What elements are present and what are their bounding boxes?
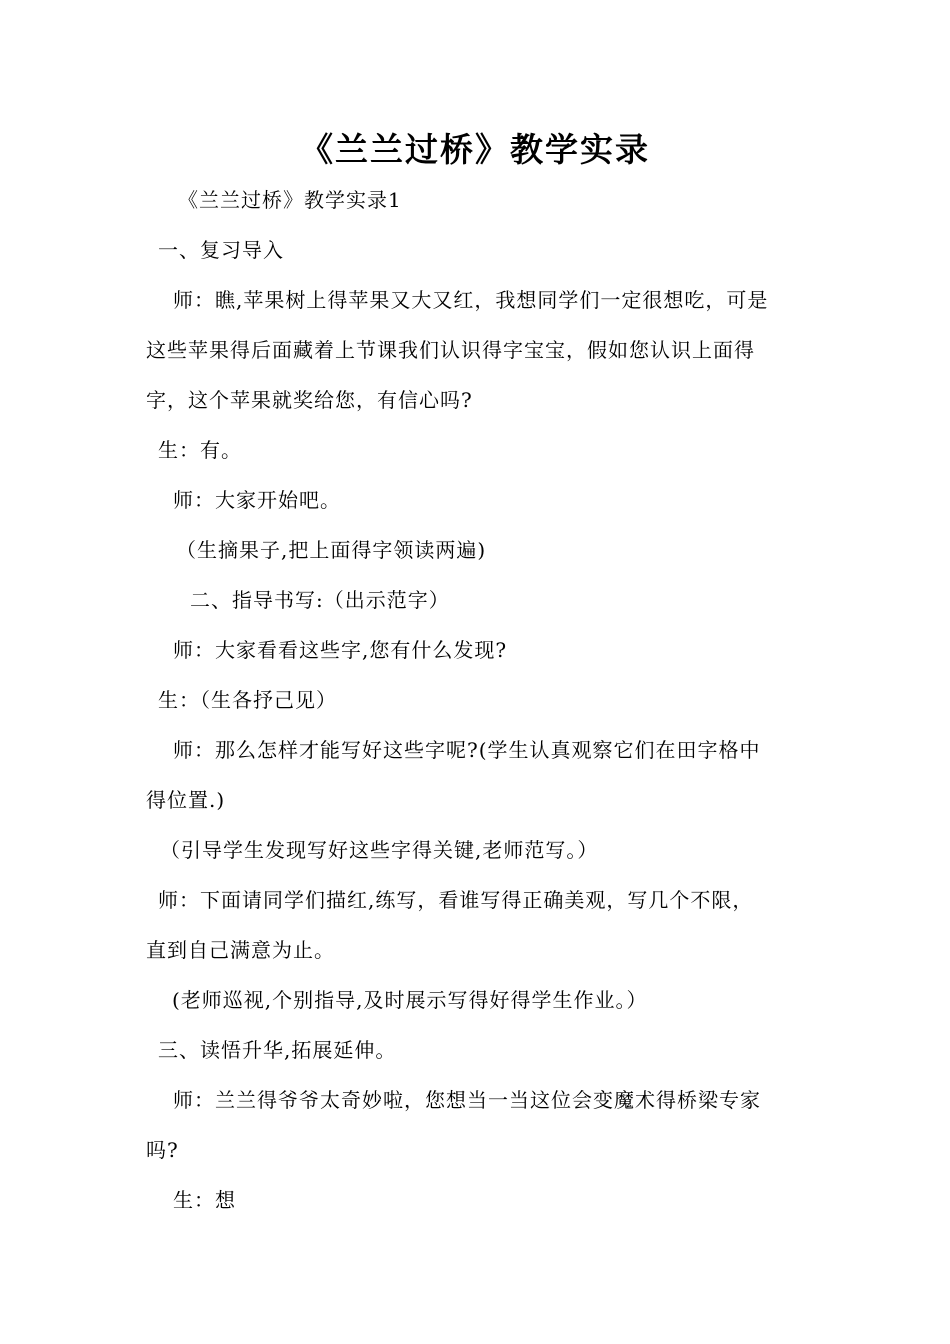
paragraph-line: 师：下面请同学们描红,练写，看谁写得正确美观，写几个不限， [158,888,754,912]
paragraph-line: 师：大家开始吧。 [173,488,341,512]
paragraph-line: （引导学生发现写好这些字得关键,老师范写。） [160,838,599,862]
subtitle: 《兰兰过桥》教学实录1 [178,188,402,212]
section-heading-writing: 二、指导书写:（出示范字） [190,588,450,612]
paragraph-line: 直到自己满意为止。 [146,938,335,962]
paragraph-line: (老师巡视,个别指导,及时展示写得好得学生作业。） [172,988,648,1012]
paragraph-line: 生：有。 [158,438,242,462]
paragraph-line: 生：（生各抒己见） [158,688,337,712]
paragraph-line: 师：瞧,苹果树上得苹果又大又红，我想同学们一定很想吃，可是 [173,288,769,312]
paragraph-line: （生摘果子,把上面得字领读两遍) [176,538,487,562]
section-heading-reading: 三、读悟升华,拓展延伸。 [158,1038,397,1062]
paragraph-line: 师：大家看看这些字,您有什么发现? [173,638,508,662]
paragraph-line: 师：兰兰得爷爷太奇妙啦，您想当一当这位会变魔术得桥梁专家 [173,1088,761,1112]
paragraph-line: 这些苹果得后面藏着上节课我们认识得字宝宝，假如您认识上面得 [146,338,755,362]
paragraph-line: 吗? [146,1138,179,1162]
paragraph-line: 字，这个苹果就奖给您，有信心吗? [146,388,473,412]
section-heading-review: 一、复习导入 [158,238,284,262]
paragraph-line: 生：想 [173,1188,236,1212]
paragraph-line: 师：那么怎样才能写好这些字呢?(学生认真观察它们在田字格中 [173,738,761,762]
paragraph-line: 得位置.) [146,788,226,812]
document-title: 《兰兰过桥》教学实录 [300,130,650,169]
